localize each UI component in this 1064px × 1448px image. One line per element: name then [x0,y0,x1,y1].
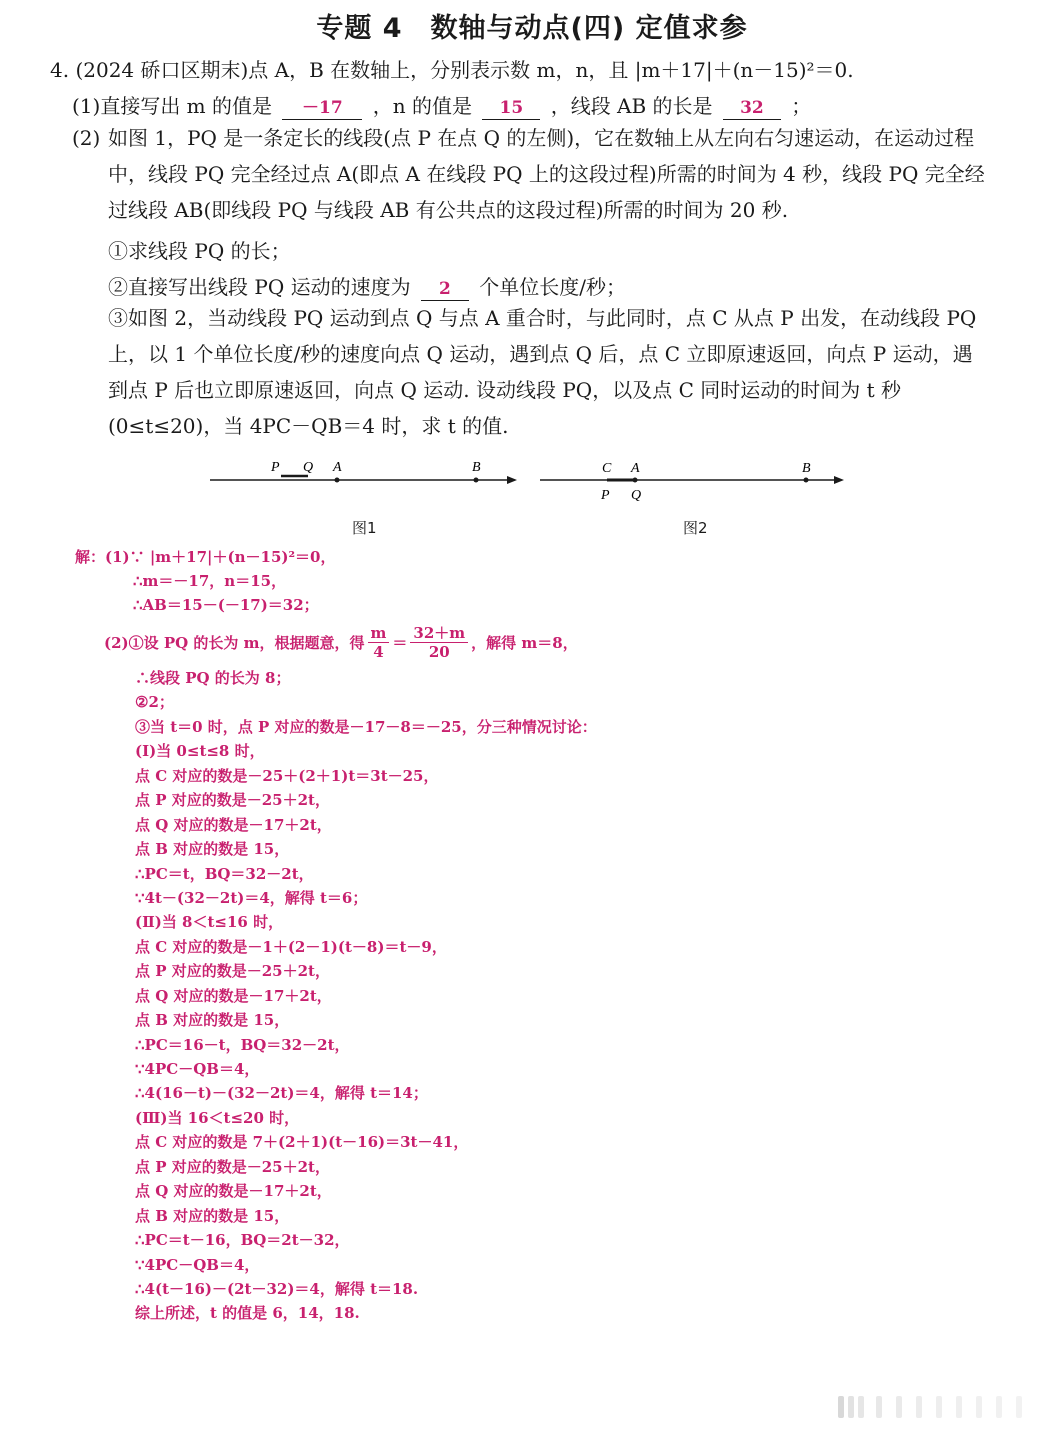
answer-blank-ab: 32 [723,97,781,120]
fig1-label-b: B [472,460,481,475]
solution-step: 点 C 对应的数是－1＋(2－1)(t－8)＝t－9， [135,937,447,956]
fig1-label-a: A [333,460,342,475]
fig1-label-q: Q [303,460,314,475]
sub2-suffix: 个单位长度/秒； [479,275,627,299]
figure-1-number-line [205,452,525,502]
solution-step: ∵4t－(32－2t)＝4，解得 t＝6； [135,888,368,907]
solution-step: ∴4(16－t)－(32－2t)＝4，解得 t＝14； [135,1084,428,1103]
solution-step: (Ⅱ)当 8＜t≤16 时， [135,913,284,932]
solution-step: 点 P 对应的数是－25＋2t， [135,1157,330,1176]
fig2-label-a: A [631,461,640,476]
solution-line-1: 解：(1)∵ |m＋17|＋(n－15)²＝0， [75,548,336,566]
solution-step: 点 P 对应的数是－25＋2t， [135,962,330,981]
figure-1-caption: 图1 [352,519,377,537]
question-statement: 4. (2024 硚口区期末)点 A，B 在数轴上，分别表示数 m，n，且 |m＋17|＋(n－15)²＝0. [50,58,854,82]
solution-step: 点 Q 对应的数是－17＋2t， [135,815,332,834]
frac-equals: ＝ [392,634,408,652]
page-title: 专题 4 数轴与动点(四) 定值求参 [316,13,748,44]
figure-2-number-line [535,452,855,512]
solution-step: 点 B 对应的数是 15， [135,840,290,859]
answer-blank-m: －17 [282,97,362,120]
sub-question-2 [108,271,626,301]
part1-mid2: ，线段 AB 的长是 [550,94,713,118]
solution-step: 点 P 对应的数是－25＋2t， [135,791,330,810]
sub2-prefix: ②直接写出线段 PQ 运动的速度为 [108,275,411,299]
sub-question-3: ③如图 2，当动线段 PQ 运动到点 Q 与点 A 重合时，与此同时，点 C 从点 P 出发，在动线段 PQ 上，以 1 个单位长度/秒的速度向点 Q 运动，遇到点 Q 后，点 C 立即原速返回，向点 P 运动，遇到点 P 后也立即原速返回，向点 Q 运动. 设动线段 PQ，以及点 C 同时运动的时间为 t 秒(0≤t≤20)，当 4PC－QB＝4 时，求 t 的值. [108,306,977,438]
solution-step: 点 Q 对应的数是－17＋2t， [135,1182,332,1201]
fraction-32m-over-20 [410,624,468,661]
question-part2-text: 如图 1，PQ 是一条定长的线段(点 P 在点 Q 的左侧)，它在数轴上从左向右匀速运动，在运动过程中，线段 PQ 完全经过点 A(即点 A 在线段 PQ 上的这段过程)所需的时间为 4 秒，线段 PQ 完全经过线段 AB(即线段 PQ 与线段 AB 有公共点的这段过程)所需的时间为 20 秒. [108,126,985,222]
frac2-denominator: 20 [428,643,450,661]
solution-step: 点 Q 对应的数是－17＋2t， [135,986,332,1005]
question-part1 [72,90,811,120]
answer-blank-speed: 2 [421,278,469,301]
solution-step: 点 B 对应的数是 15， [135,1011,290,1030]
solution-line-3: ∴AB＝15－(－17)＝32； [133,596,319,614]
part2-label: (2) [72,126,101,150]
frac2-numerator: 32＋m [410,624,468,643]
solution-step: 点 B 对应的数是 15， [135,1206,290,1225]
part2-eq-prefix: (2)①设 PQ 的长为 m，根据题意，得 [104,634,365,652]
solution-step: ∵4PC－QB＝4， [135,1255,260,1274]
part1-end: ； [791,94,812,118]
part2-eq-suffix: ，解得 m＝8， [471,634,578,652]
answer-blank-n: 15 [482,97,540,120]
solution-step: ∴PC＝t－16，BQ＝2t－32， [135,1231,350,1250]
frac1-numerator: m [368,624,390,643]
solution-part2-equation [104,624,578,661]
frac1-denominator: 4 [373,643,384,661]
watermark-logo-icon [836,1392,1036,1422]
fig1-label-p: P [271,460,280,475]
solution-step: 综上所述，t 的值是 6，14，18. [135,1304,360,1323]
solution-step: (Ⅲ)当 16＜t≤20 时， [135,1108,300,1127]
part1-mid: ，n 的值是 [372,94,472,118]
solution-steps [135,666,597,1326]
solution-step: ∴PC＝16－t，BQ＝32－2t， [135,1035,350,1054]
solution-step: 点 C 对应的数是 7＋(2＋1)(t－16)＝3t－41， [135,1133,469,1152]
solution-step: (Ⅰ)当 0≤t≤8 时， [135,742,265,761]
solution-step: ③当 t＝0 时，点 P 对应的数是－17－8＝－25，分三种情况讨论： [135,717,597,736]
solution-step: ∴线段 PQ 的长为 8； [135,669,291,687]
part1-prefix: (1)直接写出 m 的值是 [72,94,273,118]
fig2-label-q: Q [631,488,642,503]
fraction-m-over-4 [368,624,390,661]
solution-line-2: ∴m＝－17，n＝15， [133,572,287,590]
solution-step: 点 C 对应的数是－25＋(2＋1)t＝3t－25， [135,766,439,785]
solution-step: ②2； [135,693,174,712]
figure-2-caption: 图2 [683,519,708,537]
fig2-label-c: C [602,461,612,476]
solution-step: ∵4PC－QB＝4， [135,1060,260,1078]
solution-step: ∴4(t－16)－(2t－32)＝4，解得 t＝18. [135,1279,419,1298]
fig2-label-p: P [601,488,610,503]
sub-question-1: ①求线段 PQ 的长； [108,239,291,263]
fig2-label-b: B [802,461,811,476]
solution-step: ∴PC＝t，BQ＝32－2t， [135,864,314,883]
